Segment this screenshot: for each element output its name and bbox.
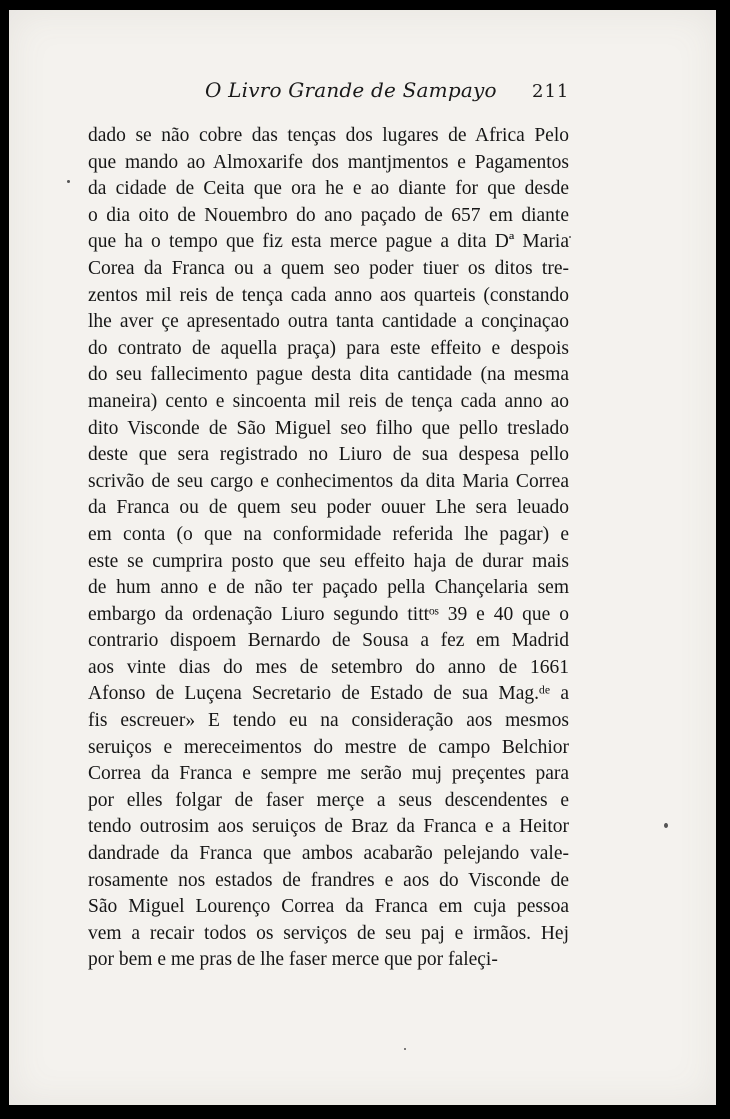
text-line: Corea da Franca ou a quem seo poder tiuer os ditos tre- — [88, 257, 569, 279]
text-line: dito Visconde de São Miguel seo filho que pello treslado — [88, 417, 569, 439]
text-line: de hum anno e de não ter paçado pella Chançelaria sem — [88, 577, 569, 599]
text-line: do contrato de aquella praça) para este effeito e despois — [88, 337, 569, 359]
scan-speck — [569, 236, 571, 238]
text-line: tendo outrosim aos seruiços de Braz da Franca e a Heitor — [88, 816, 569, 838]
text-line: Correa da Franca e sempre me serão muj preçentes para — [88, 763, 569, 785]
text-line: embargo da ordenação Liuro segundo tittᵒˢ 39 e 40 que o — [88, 603, 569, 625]
text-line: zentos mil reis de tença cada anno aos quarteis (constando — [88, 284, 569, 306]
text-line: vem a recair todos os serviços de seu paj e irmãos. Hej — [88, 922, 569, 944]
text-line: seruiços e mereceimentos do mestre de campo Belchior — [88, 736, 569, 758]
text-line: da cidade de Ceita que ora he e ao diante for que desde — [88, 178, 569, 200]
text-line: aos vinte dias do mes de setembro do anno de 1661 — [88, 656, 569, 678]
text-line: por elles folgar de faser merçe a seus descendentes e — [88, 789, 569, 811]
text-line: deste que sera registrado no Liuro de sua despesa pello — [88, 444, 569, 466]
text-line: São Miguel Lourenço Correa da Franca em cuja pessoa — [88, 896, 569, 918]
text-line: contrario dispoem Bernardo de Sousa a fez em Madrid — [88, 630, 569, 652]
text-line: o dia oito de Nouembro do ano paçado de 657 em diante — [88, 204, 569, 226]
book-page — [9, 10, 716, 1105]
scan-speck — [404, 1048, 406, 1050]
text-line: este se cumprira posto que seu effeito haja de durar mais — [88, 550, 569, 572]
text-line: fis escreuer» E tendo eu na consideração aos mesmos — [88, 710, 569, 732]
text-line: em conta (o que na conformidade referida lhe pagar) e — [88, 523, 569, 545]
text-line: da Franca ou de quem seu poder ouuer Lhe sera leuado — [88, 497, 569, 519]
text-line: dado se não cobre das tenças dos lugares de Africa Pelo — [88, 125, 569, 146]
text-line: do seu fallecimento pague desta dita cantidade (na mesma — [88, 364, 569, 386]
text-line: dandrade da Franca que ambos acabarão pelejando vale- — [88, 843, 569, 865]
running-title: O Livro Grande de Sampayo — [205, 78, 497, 102]
text-line: Afonso de Luçena Secretario de Estado de sua Mag.ᵈᵉ a — [88, 683, 569, 705]
page-number: 211 — [532, 81, 570, 102]
running-header — [9, 78, 716, 108]
scan-speck — [67, 180, 70, 183]
scan-speck — [664, 823, 668, 828]
body-text — [88, 123, 569, 974]
text-line: maneira) cento e sincoenta mil reis de tença cada anno ao — [88, 390, 569, 412]
text-line: por bem e me pras de lhe faser merce que por faleçi- — [88, 949, 498, 971]
text-line: que mando ao Almoxarife dos mantjmentos e Pagamentos — [88, 151, 569, 173]
text-line: lhe aver çe apresentado outra tanta cantidade a conçinaçao — [88, 311, 569, 333]
text-line: scrivão de seu cargo e conhecimentos da dita Maria Correa — [88, 470, 569, 492]
text-line: que ha o tempo que fiz esta merce pague a dita Dª Maria — [88, 231, 569, 253]
text-line: rosamente nos estados de frandres e aos do Visconde de — [88, 869, 569, 891]
